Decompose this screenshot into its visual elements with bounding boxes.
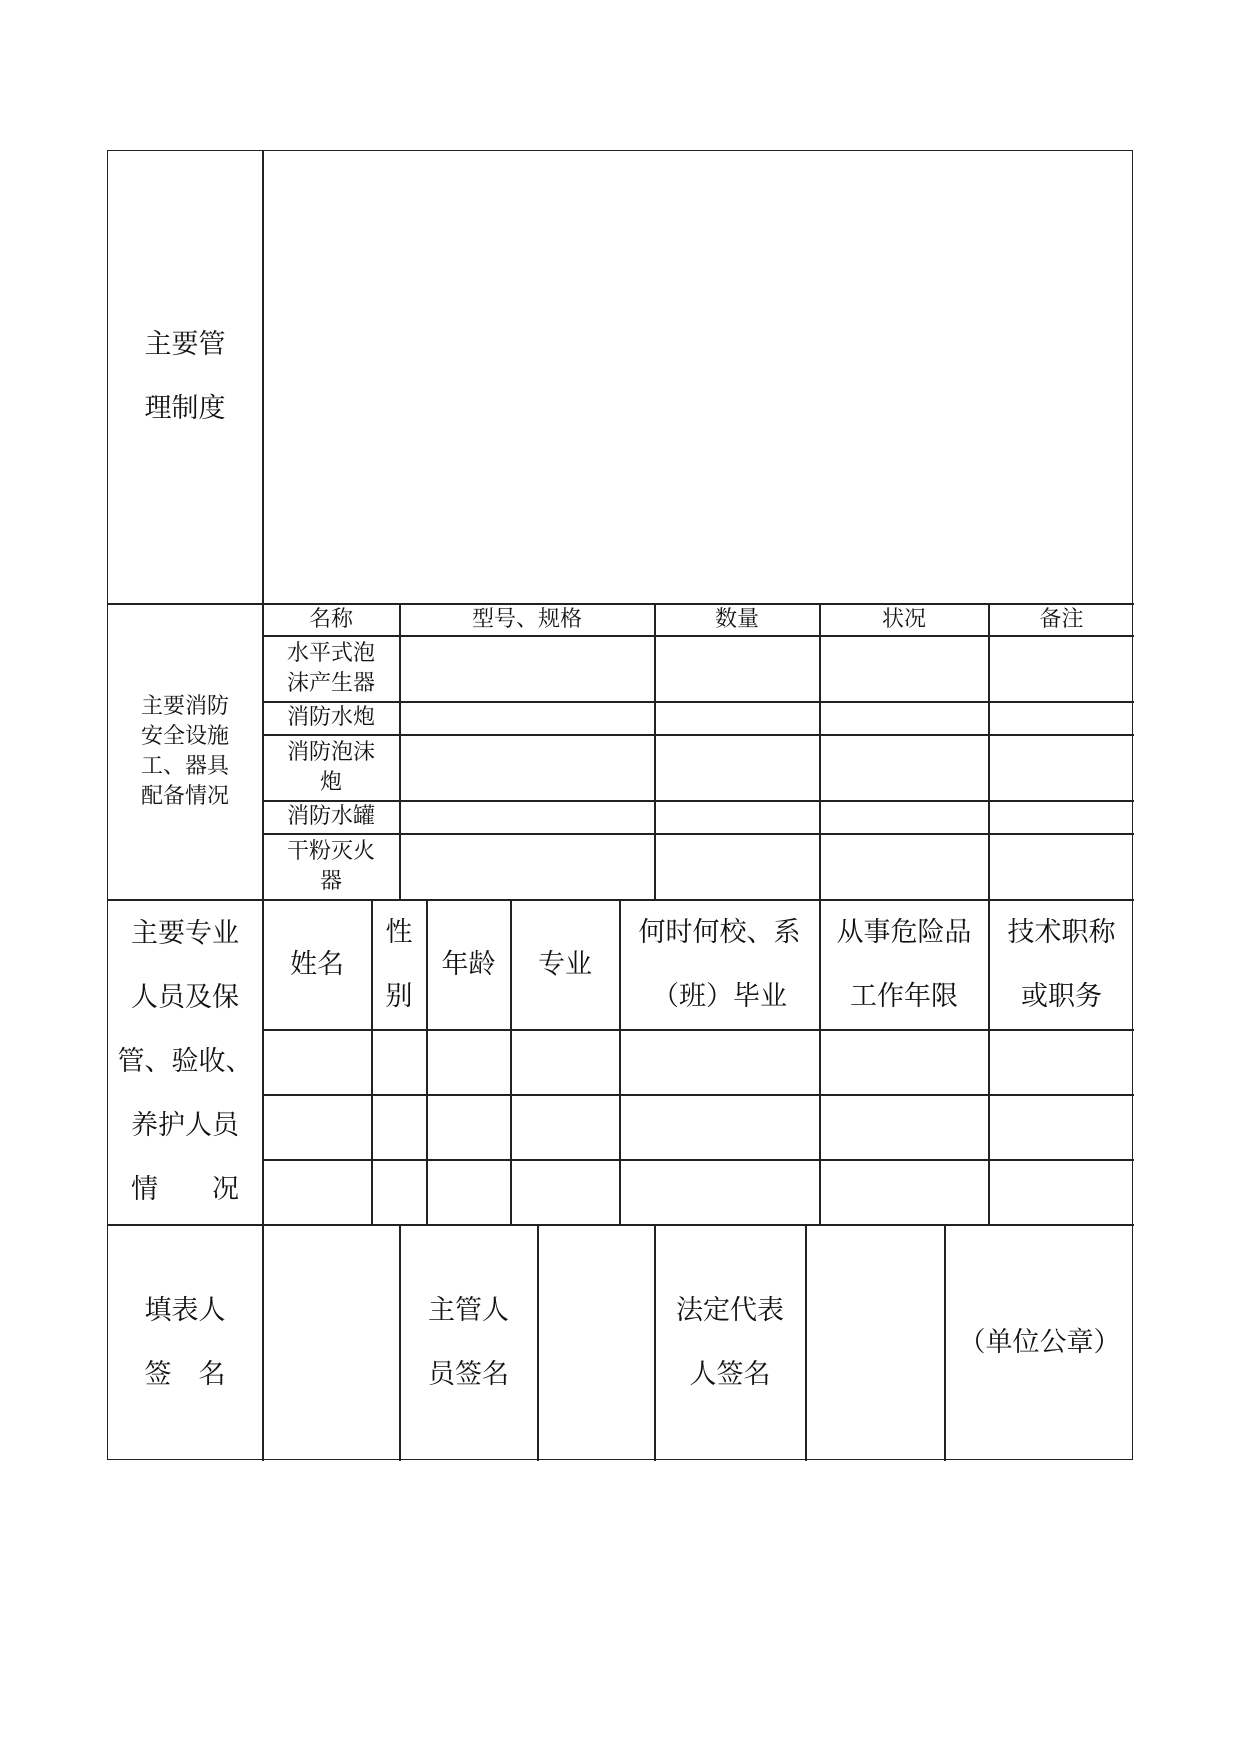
legal-rep-signature-field[interactable] [806, 1225, 944, 1461]
legal-rep-label-line: 人签名 [689, 1359, 771, 1390]
quantity-field[interactable] [655, 702, 819, 734]
personnel-label-line: 人员及保 [131, 982, 239, 1013]
equipment-label-line: 配备情况 [140, 783, 229, 809]
filler-label-line: 签 名 [144, 1359, 226, 1390]
equipment-item-name [263, 702, 399, 734]
remarks-field[interactable] [989, 801, 1134, 833]
legal-rep-label-line: 法定代表 [676, 1295, 784, 1326]
title-field[interactable] [989, 1160, 1134, 1224]
header-major: 专业 [538, 948, 592, 980]
header-gender-line: 性 [385, 916, 413, 948]
equipment-item-name-line: 消防水罐 [286, 804, 375, 829]
equipment-label [108, 604, 262, 899]
header-age: 年龄 [441, 948, 496, 980]
header-graduation-line: 何时何校、系 [638, 916, 801, 948]
model-spec-field[interactable] [400, 636, 654, 701]
equipment-item-name-line: 炮 [319, 769, 342, 795]
equipment-item-name-line: 器 [319, 868, 342, 894]
person-name-field[interactable] [263, 1030, 371, 1094]
personnel-label-line: 主要专业 [131, 918, 239, 949]
header-work-years [820, 900, 988, 1029]
header-graduation-line: （班）毕业 [652, 980, 787, 1012]
equipment-item-name-line: 消防水炮 [286, 705, 375, 730]
person-name-field[interactable] [263, 1095, 371, 1159]
management-label-line: 理制度 [144, 393, 226, 424]
header-title [989, 900, 1134, 1029]
remarks-field[interactable] [989, 636, 1134, 701]
status-field[interactable] [820, 834, 988, 899]
equipment-item-name [263, 834, 399, 899]
header-work-years-line: 从事危险品 [836, 916, 972, 948]
personnel-label-line: 养护人员 [131, 1110, 239, 1141]
age-field[interactable] [427, 1095, 510, 1159]
personnel-label [108, 900, 262, 1224]
model-spec-field[interactable] [400, 834, 654, 899]
equipment-label-line: 安全设施 [140, 723, 229, 749]
status-field[interactable] [820, 702, 988, 734]
management-label [108, 151, 262, 603]
equipment-item-name [263, 636, 399, 701]
header-remarks: 备注 [1039, 606, 1084, 632]
supervisor-label-line: 员签名 [428, 1359, 509, 1390]
gender-field[interactable] [372, 1030, 426, 1094]
equipment-label-line: 主要消防 [140, 693, 229, 719]
work-years-field[interactable] [820, 1095, 988, 1159]
status-field[interactable] [820, 801, 988, 833]
graduation-field[interactable] [620, 1030, 819, 1094]
header-work-years-line: 工作年限 [850, 980, 958, 1012]
status-field[interactable] [820, 636, 988, 701]
supervisor-signature-label [400, 1225, 537, 1461]
personnel-label-line: 管、验收、 [117, 1046, 253, 1077]
gender-field[interactable] [372, 1095, 426, 1159]
quantity-field[interactable] [655, 834, 819, 899]
filler-signature-label [108, 1225, 262, 1461]
age-field[interactable] [427, 1160, 510, 1224]
equipment-item-name [263, 801, 399, 833]
header-model-spec: 型号、规格 [471, 606, 582, 632]
remarks-field[interactable] [989, 702, 1134, 734]
equipment-label-line: 工、器具 [140, 753, 229, 779]
header-quantity: 数量 [714, 606, 759, 632]
equipment-item-name [263, 735, 399, 800]
gender-field[interactable] [372, 1160, 426, 1224]
filler-label-line: 填表人 [144, 1295, 226, 1326]
person-name-field[interactable] [263, 1160, 371, 1224]
management-content-field[interactable] [263, 151, 1134, 603]
model-spec-field[interactable] [400, 735, 654, 800]
graduation-field[interactable] [620, 1095, 819, 1159]
major-field[interactable] [511, 1160, 619, 1224]
equipment-item-name-line: 沫产生器 [286, 670, 375, 696]
title-field[interactable] [989, 1030, 1134, 1094]
quantity-field[interactable] [655, 735, 819, 800]
age-field[interactable] [427, 1030, 510, 1094]
quantity-field[interactable] [655, 636, 819, 701]
management-label-line: 主要管 [144, 329, 226, 360]
header-status: 状况 [881, 606, 926, 632]
status-field[interactable] [820, 735, 988, 800]
major-field[interactable] [511, 1095, 619, 1159]
work-years-field[interactable] [820, 1160, 988, 1224]
title-field[interactable] [989, 1095, 1134, 1159]
supervisor-label-line: 主管人 [428, 1295, 509, 1326]
header-gender [372, 900, 426, 1029]
header-gender-line: 别 [385, 980, 413, 1012]
registration-form-table [107, 150, 1133, 1460]
header-name: 名称 [308, 606, 353, 632]
major-field[interactable] [511, 1030, 619, 1094]
work-years-field[interactable] [820, 1030, 988, 1094]
equipment-item-name-line: 消防泡沫 [286, 739, 375, 765]
model-spec-field[interactable] [400, 702, 654, 734]
quantity-field[interactable] [655, 801, 819, 833]
model-spec-field[interactable] [400, 801, 654, 833]
unit-seal-field[interactable]: （单位公章） [958, 1327, 1121, 1358]
filler-signature-field[interactable] [263, 1225, 399, 1461]
legal-rep-signature-label [655, 1225, 805, 1461]
header-title-line: 或职务 [1021, 980, 1102, 1012]
personnel-label-line: 情 况 [131, 1174, 239, 1205]
graduation-field[interactable] [620, 1160, 819, 1224]
equipment-item-name-line: 干粉灭火 [286, 838, 375, 864]
header-person-name: 姓名 [290, 948, 344, 980]
header-title-line: 技术职称 [1007, 916, 1116, 948]
remarks-field[interactable] [989, 834, 1134, 899]
header-graduation [620, 900, 819, 1029]
remarks-field[interactable] [989, 735, 1134, 800]
equipment-item-name-line: 水平式泡 [286, 640, 375, 666]
supervisor-signature-field[interactable] [538, 1225, 654, 1461]
